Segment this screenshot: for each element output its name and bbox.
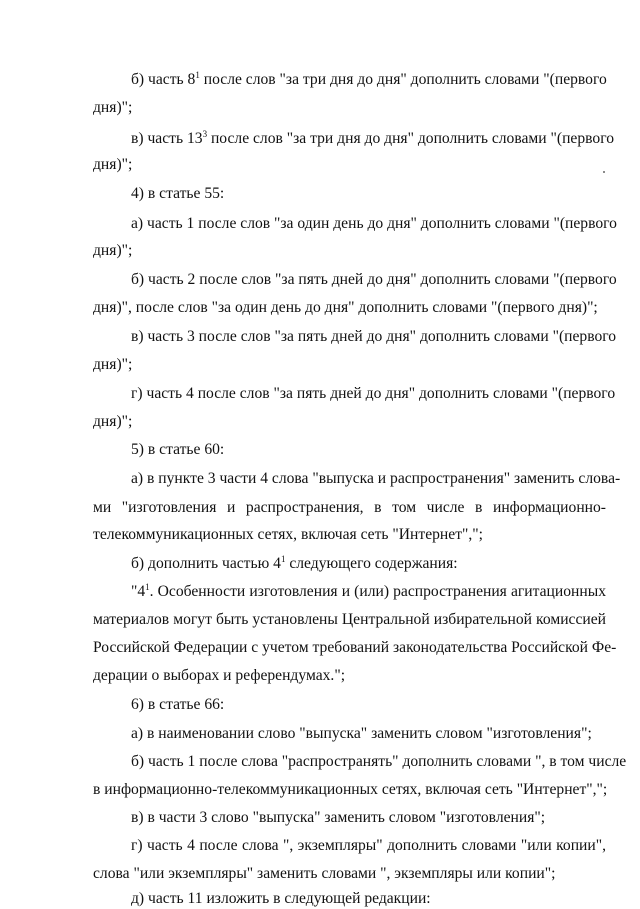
text-line: б) часть 1 после слова "распространять" дополнить словами ", в том числе xyxy=(131,753,627,770)
text-line: материалов могут быть установлены Центральной избирательной комиссией xyxy=(93,611,606,628)
text-line: б) часть 2 после слов "за пять дней до дня" дополнить словами "(первого xyxy=(131,271,617,288)
text-line: в информационно-телекоммуникационных сетях, включая сеть "Интернет","; xyxy=(93,781,608,798)
text-line: дерации о выборах и референдумах."; xyxy=(93,667,346,684)
text-line: б) часть $8^1$ после слов "за три дня до дня" дополнить словами "(первого xyxy=(131,70,607,88)
text-line: "$4^1$. Особенности изготовления и (или) распространения агитационных xyxy=(131,582,606,600)
scan-speck xyxy=(603,171,605,173)
text-line: телекоммуникационных сетях, включая сеть "Интернет","; xyxy=(93,526,483,543)
text-line: дня)"; xyxy=(93,99,133,116)
text-line: г) часть 4 после слов "за пять дней до дня" дополнить словами "(первого xyxy=(131,385,616,402)
text-line: а) в пункте 3 части 4 слова "выпуска и распространения" заменить слова- xyxy=(131,470,621,487)
text-line: в) часть 3 после слов "за пять дней до дня" дополнить словами "(первого xyxy=(131,328,617,345)
text-line: б) дополнить частью $4^1$ следующего содержания: xyxy=(131,554,458,572)
text-line: г) часть 4 после слова ", экземпляры" дополнить словами "или копии", xyxy=(131,837,606,854)
text-line: дня)", после слов "за один день до дня" дополнить словами "(первого дня)"; xyxy=(93,299,598,316)
text-line: дня)"; xyxy=(93,242,133,259)
text-line: а) в наименовании слово "выпуска" заменить словом "изготовления"; xyxy=(131,725,592,742)
text-line: 5) в статье 60: xyxy=(131,441,225,458)
text-line: дня)"; xyxy=(93,156,133,173)
text-line: дня)"; xyxy=(93,356,133,373)
text-line: дня)"; xyxy=(93,413,133,430)
text-line: 6) в статье 66: xyxy=(131,696,225,713)
text-line: в) часть $13^3$ после слов "за три дня до дня" дополнить словами "(первого xyxy=(131,129,614,147)
text-line: Российской Федерации с учетом требований законодательства Российской Фе- xyxy=(93,639,617,656)
text-line: слова "или экземпляры" заменить словами ", экземпляры или копии"; xyxy=(93,865,556,882)
text-line: в) в части 3 слово "выпуска" заменить словом "изготовления"; xyxy=(131,809,546,826)
text-line: ми "изготовления и распространения, в том числе в информационно- xyxy=(93,499,606,516)
text-line: 4) в статье 55: xyxy=(131,185,225,202)
text-line: а) часть 1 после слов "за один день до дня" дополнить словами "(первого xyxy=(131,215,617,232)
text-line: д) часть 11 изложить в следующей редакции: xyxy=(131,890,431,907)
